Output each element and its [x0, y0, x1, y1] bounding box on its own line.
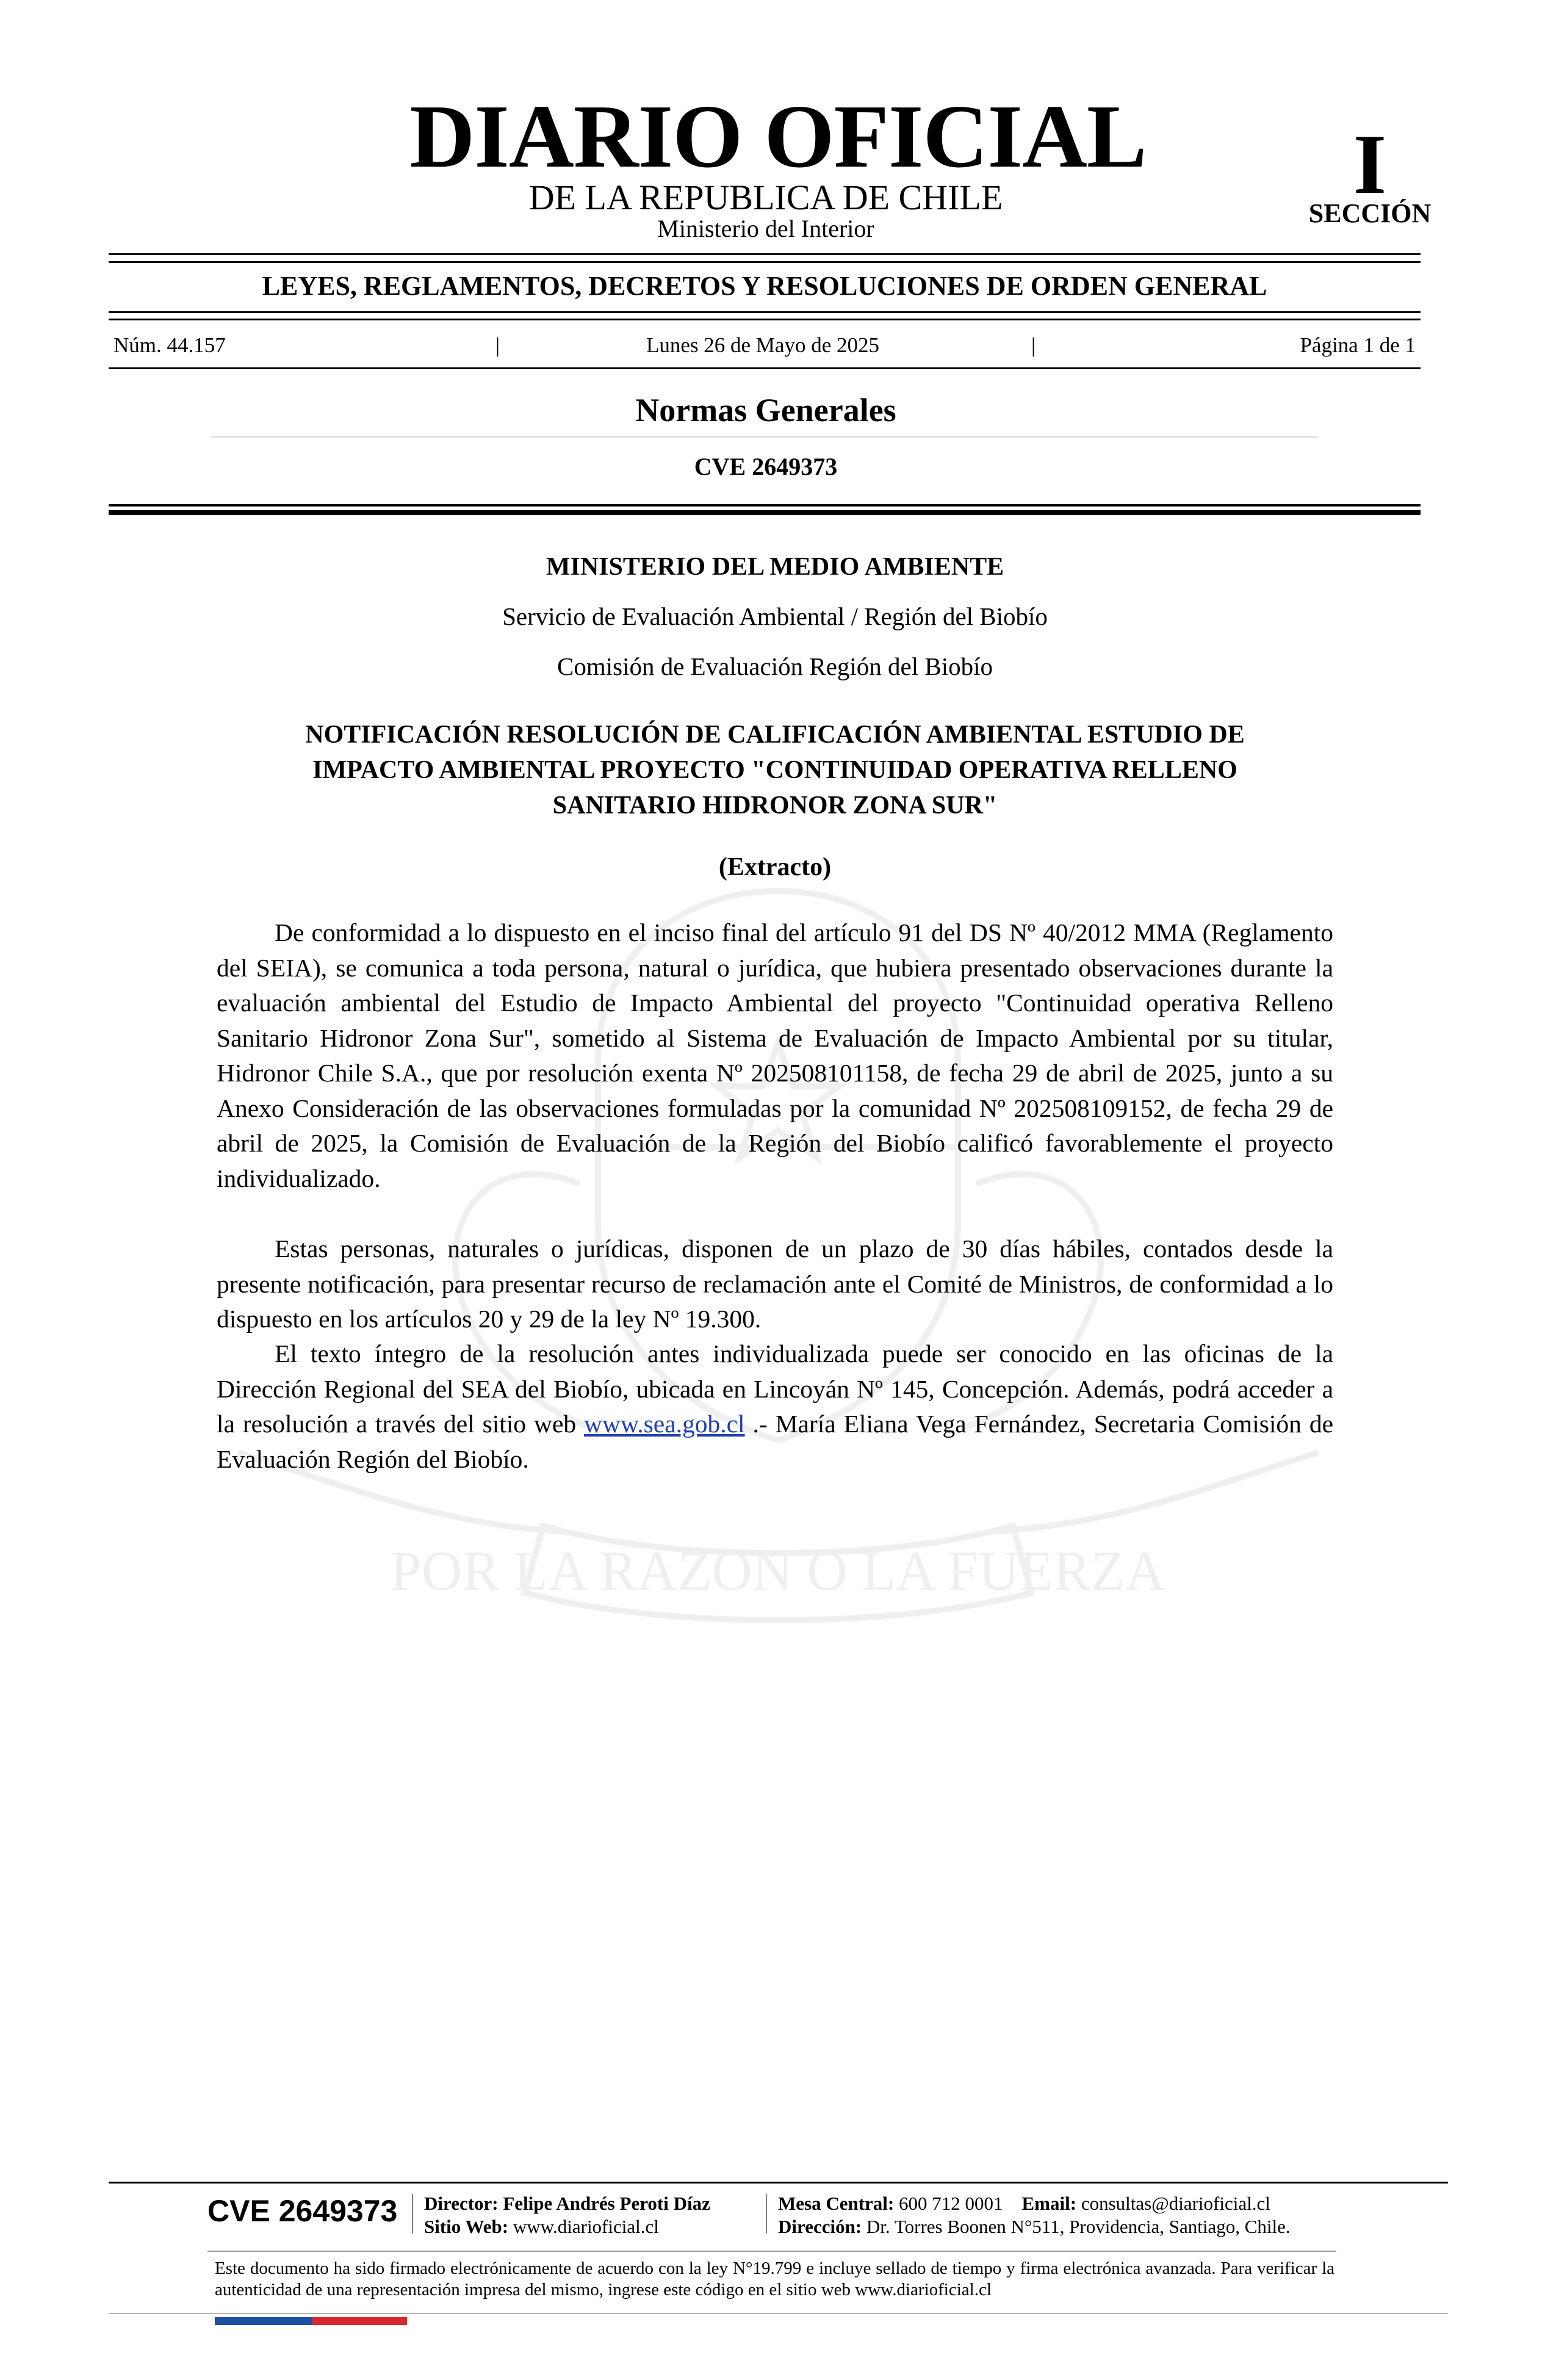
document-commission: Comisión de Evaluación Región del Biobío [557, 652, 993, 680]
section-rule [109, 504, 1421, 507]
category-banner: LEYES, REGLAMENTOS, DECRETOS Y RESOLUCIONES DE ORDEN GENERAL [262, 271, 1267, 301]
flag-stripe-blue [215, 2317, 312, 2325]
paragraph-3-text: El texto íntegro de la resolución antes individualizada puede ser conocido en las oficinas de la Dirección Regional del SEA del Biobío, ubicada en Lincoyán Nº 145, Concepción. Además, podrá acceder a la resolución a través del sitio web [217, 1340, 1333, 1438]
footer-separator [766, 2194, 767, 2234]
header-rule [109, 319, 1421, 320]
phone-label: Mesa Central: [778, 2193, 895, 2214]
legal-notice: Este documento ha sido firmado electrónicamente de acuerdo con la ley N°19.799 e incluye sellado de tiempo y firma electrónica avanzada. Para verificar la autenticidad de una representación impresa del mismo, ingrese este código en el sitio web www.diarioficial.cl [215, 2259, 1334, 2299]
newspaper-title: DIARIO OFICIAL [409, 87, 1147, 187]
document-ministry: MINISTERIO DEL MEDIO AMBIENTE [546, 553, 1004, 581]
document-service: Servicio de Evaluación Ambiental / Región del Biobío [502, 602, 1048, 630]
footer-director-block [424, 2192, 710, 2238]
footer-contact-block [778, 2192, 1291, 2238]
issue-number: Núm. 44.157 [113, 333, 226, 357]
paragraph-3-signature: .- María Eliana Vega Fernández, Secretaria Comisión de Evaluación Región del Biobío. [217, 1410, 1333, 1473]
header-rule [109, 253, 1421, 255]
newspaper-subtitle: DE LA REPUBLICA DE CHILE [528, 178, 1003, 217]
footer-cve-code: CVE 2649373 [207, 2194, 398, 2228]
header-rule [109, 261, 1421, 263]
cve-code: CVE 2649373 [694, 453, 838, 480]
sea-website-link[interactable]: www.sea.gob.cl [584, 1410, 745, 1438]
document-title-line: IMPACTO AMBIENTAL PROYECTO "CONTINUIDAD OPERATIVA RELLENO [312, 756, 1237, 784]
divider [211, 436, 1318, 438]
page-indicator: Página 1 de 1 [1300, 333, 1416, 357]
section-title: Normas Generales [635, 392, 896, 428]
address-label: Dirección: [778, 2216, 862, 2237]
director-label: Director: [424, 2193, 499, 2214]
director-name: Felipe Andrés Peroti Díaz [503, 2193, 710, 2214]
document-title [217, 717, 1333, 823]
meta-separator: | [1031, 333, 1036, 357]
header-rule [109, 367, 1421, 369]
ministry-line: Ministerio del Interior [657, 215, 874, 242]
issue-date: Lunes 26 de Mayo de 2025 [646, 333, 879, 357]
footer-bottom-rule [109, 2313, 1448, 2314]
meta-separator: | [495, 333, 500, 357]
paragraph-1: De conformidad a lo dispuesto en el inciso final del artículo 91 del DS Nº 40/2012 MMA (Reglamento del SEIA), se comunica a toda persona, natural o jurídica, que hubiera presentado observaciones durante la evaluación ambiental del Estudio de Impacto Ambiental del proyecto "Continuidad operativa Relleno Sanitario Hidronor Zona Sur", sometido al Sistema de Evaluación de Impacto Ambiental por su titular, Hidronor Chile S.A., que por resolución exenta Nº 202508101158, de fecha 29 de abril de 2025, junto a su Anexo Consideración de las observaciones formuladas por la comunidad Nº 202508109152, de fecha 29 de abril de 2025, la Comisión de Evaluación de la Región del Biobío calificó favorablemente el proyecto individualizado. [217, 918, 1333, 1192]
watermark-motto: POR LA RAZON O LA FUERZA [390, 1540, 1166, 1602]
footer-rule [109, 2182, 1448, 2183]
footer-separator [412, 2194, 413, 2234]
section-label: SECCIÓN [1308, 198, 1432, 228]
section-rule [109, 510, 1421, 515]
footer-divider [207, 2251, 1336, 2252]
email-label: Email: [1021, 2193, 1077, 2214]
paragraph-3 [217, 1336, 1333, 1477]
website-label: Sitio Web: [424, 2216, 509, 2237]
section-number: I [1353, 117, 1387, 212]
email-address[interactable]: consultas@diarioficial.cl [1081, 2193, 1270, 2214]
document-title-line: NOTIFICACIÓN RESOLUCIÓN DE CALIFICACIÓN AMBIENTAL ESTUDIO DE [305, 721, 1245, 749]
extract-label: (Extracto) [718, 853, 832, 881]
footer-website[interactable]: www.diarioficial.cl [513, 2216, 659, 2237]
document-title-line: SANITARIO HIDRONOR ZONA SUR" [552, 792, 998, 820]
flag-stripe-red [312, 2317, 407, 2325]
address-value: Dr. Torres Boonen N°511, Providencia, Santiago, Chile. [866, 2216, 1291, 2237]
phone-number: 600 712 0001 [899, 2193, 1003, 2214]
paragraph-2: Estas personas, naturales o jurídicas, disponen de un plazo de 30 días hábiles, contados desde la presente notificación, para presentar recurso de reclamación ante el Comité de Ministros, de conformidad a lo dispuesto en los artículos 20 y 29 de la ley Nº 19.300. [217, 1235, 1333, 1333]
header-rule [109, 311, 1421, 313]
